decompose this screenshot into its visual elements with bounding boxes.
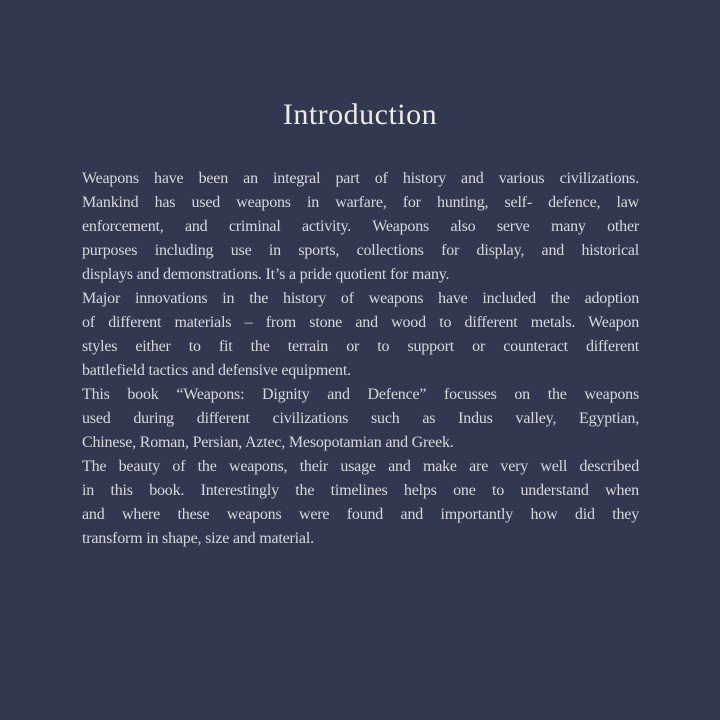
text-line: and where these weapons were found and importantly how did they (82, 506, 639, 523)
text-line: in this book. Interestingly the timelines helps one to understand when (82, 482, 639, 499)
text-line: used during different civilizations such as Indus valley, Egyptian, (82, 410, 639, 427)
text-line: of different materials – from stone and wood to different metals. Weapon (82, 314, 639, 331)
text-line: This book “Weapons: Dignity and Defence” focusses on the weapons (82, 386, 639, 403)
text-line: enforcement, and criminal activity. Weapons also serve many other (82, 218, 639, 235)
text-line: transform in shape, size and material. (82, 530, 314, 547)
text-line: Major innovations in the history of weapons have included the adoption (82, 290, 639, 307)
text-line: Chinese, Roman, Persian, Aztec, Mesopotamian and Greek. (82, 434, 454, 451)
text-line: The beauty of the weapons, their usage and make are very well described (82, 458, 639, 475)
text-line: purposes including use in sports, collections for display, and historical (82, 242, 639, 259)
text-line: battlefield tactics and defensive equipment. (82, 362, 351, 379)
paragraph (82, 167, 639, 287)
paragraph (82, 383, 639, 551)
paragraph (82, 287, 639, 383)
body-text (82, 167, 639, 551)
page-title: Introduction (282, 98, 438, 131)
text-line: Weapons have been an integral part of history and various civilizations. (82, 170, 639, 187)
text-line: displays and demonstrations. It’s a pride quotient for many. (82, 266, 450, 283)
text-line: Mankind has used weapons in warfare, for hunting, self- defence, law (82, 194, 639, 211)
text-line: styles either to fit the terrain or to support or counteract different (82, 338, 639, 355)
